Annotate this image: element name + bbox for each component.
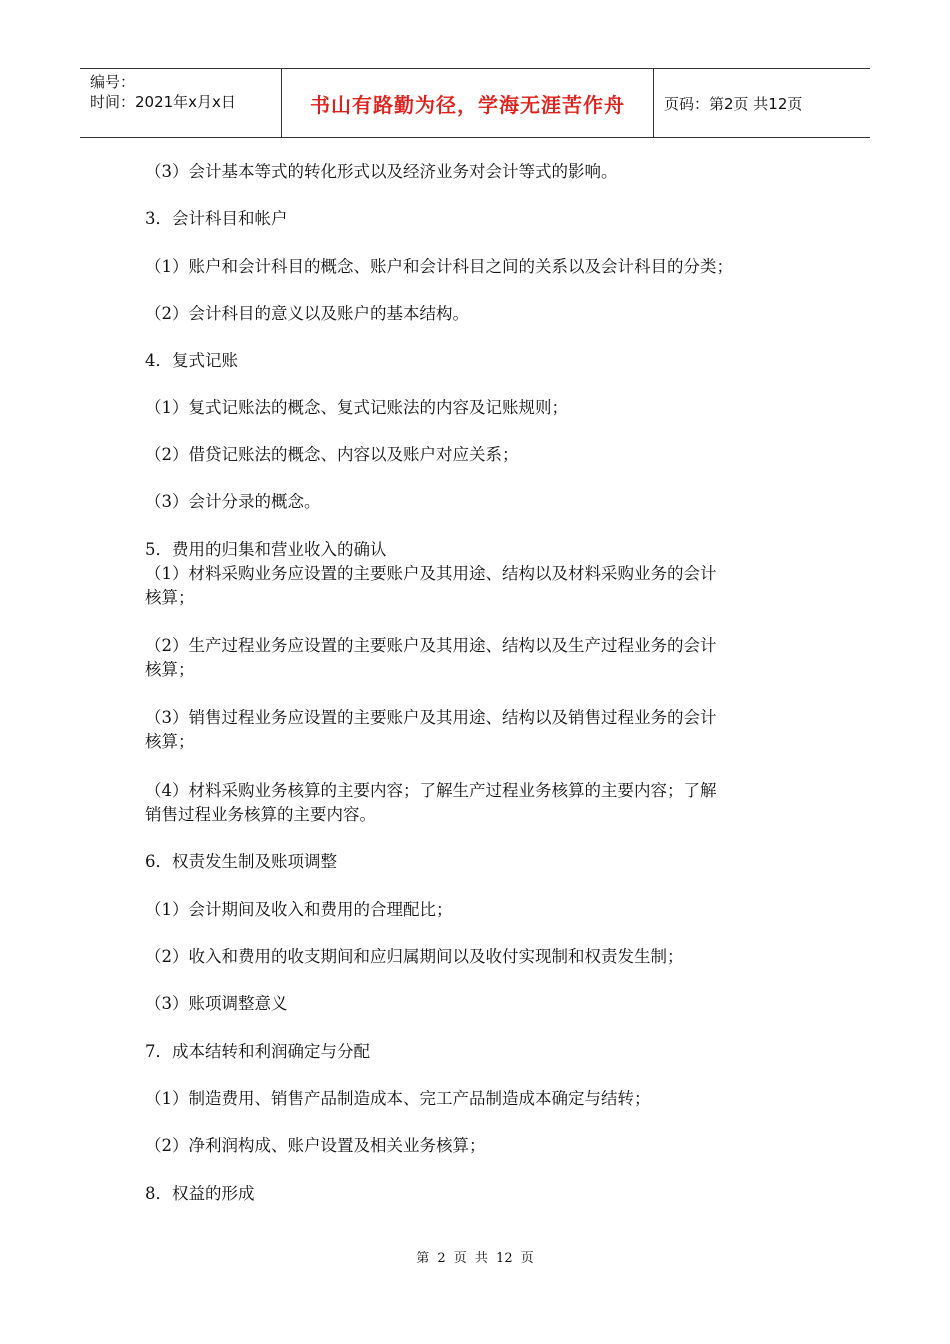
section-heading: 7．成本结转和利润确定与分配 <box>145 1042 370 1061</box>
section-heading: 8．权益的形成 <box>145 1184 255 1203</box>
section-heading: 5．费用的归集和营业收入的确认 <box>145 540 387 559</box>
text-line: （2）生产过程业务应设置的主要账户及其用途、结构以及生产过程业务的会计 <box>145 636 717 655</box>
text-line: （3）账项调整意义 <box>145 994 288 1013</box>
text-line: （1）材料采购业务应设置的主要账户及其用途、结构以及材料采购业务的会计 <box>145 564 717 583</box>
text-line: （3）会计分录的概念。 <box>145 492 321 511</box>
text-line: 销售过程业务核算的主要内容。 <box>145 805 376 824</box>
text-line: （3）会计基本等式的转化形式以及经济业务对会计等式的影响。 <box>145 162 618 181</box>
page-label: 页码：第2页 共12页 <box>664 94 803 113</box>
date-label: 时间：2021年x月x日 <box>90 93 236 111</box>
text-line: （2）借贷记账法的概念、内容以及账户对应关系； <box>145 445 519 464</box>
text-line: （1）会计期间及收入和费用的合理配比； <box>145 900 453 919</box>
text-line: （4）材料采购业务核算的主要内容；了解生产过程业务核算的主要内容；了解 <box>145 781 717 800</box>
text-line: （1）制造费用、销售产品制造成本、完工产品制造成本确定与结转； <box>145 1089 651 1108</box>
section-heading: 6．权责发生制及账项调整 <box>145 852 337 871</box>
page-footer: 第 2 页 共 12 页 <box>416 1251 534 1266</box>
text-line: （2）净利润构成、账户设置及相关业务核算； <box>145 1136 486 1155</box>
header-motto-cell <box>282 69 654 137</box>
page-header <box>80 68 870 138</box>
header-meta-cell <box>80 69 282 137</box>
text-line: （1）复式记账法的概念、复式记账法的内容及记账规则； <box>145 398 568 417</box>
section-heading: 3．会计科目和帐户 <box>145 209 288 228</box>
motto-text: 书山有路勤为径，学海无涯苦作舟 <box>310 92 625 117</box>
text-line: （2）会计科目的意义以及账户的基本结构。 <box>145 304 469 323</box>
number-label: 编号： <box>90 73 136 91</box>
text-line: （2）收入和费用的收支期间和应归属期间以及收付实现制和权责发生制； <box>145 947 684 966</box>
text-line: （3）销售过程业务应设置的主要账户及其用途、结构以及销售过程业务的会计 <box>145 708 717 727</box>
text-line: （1）账户和会计科目的概念、账户和会计科目之间的关系以及会计科目的分类； <box>145 257 733 276</box>
section-heading: 4．复式记账 <box>145 351 238 370</box>
text-line: 核算； <box>145 660 195 679</box>
text-line: 核算； <box>145 732 195 751</box>
text-line: 核算； <box>145 588 195 607</box>
header-page-cell <box>654 69 870 137</box>
